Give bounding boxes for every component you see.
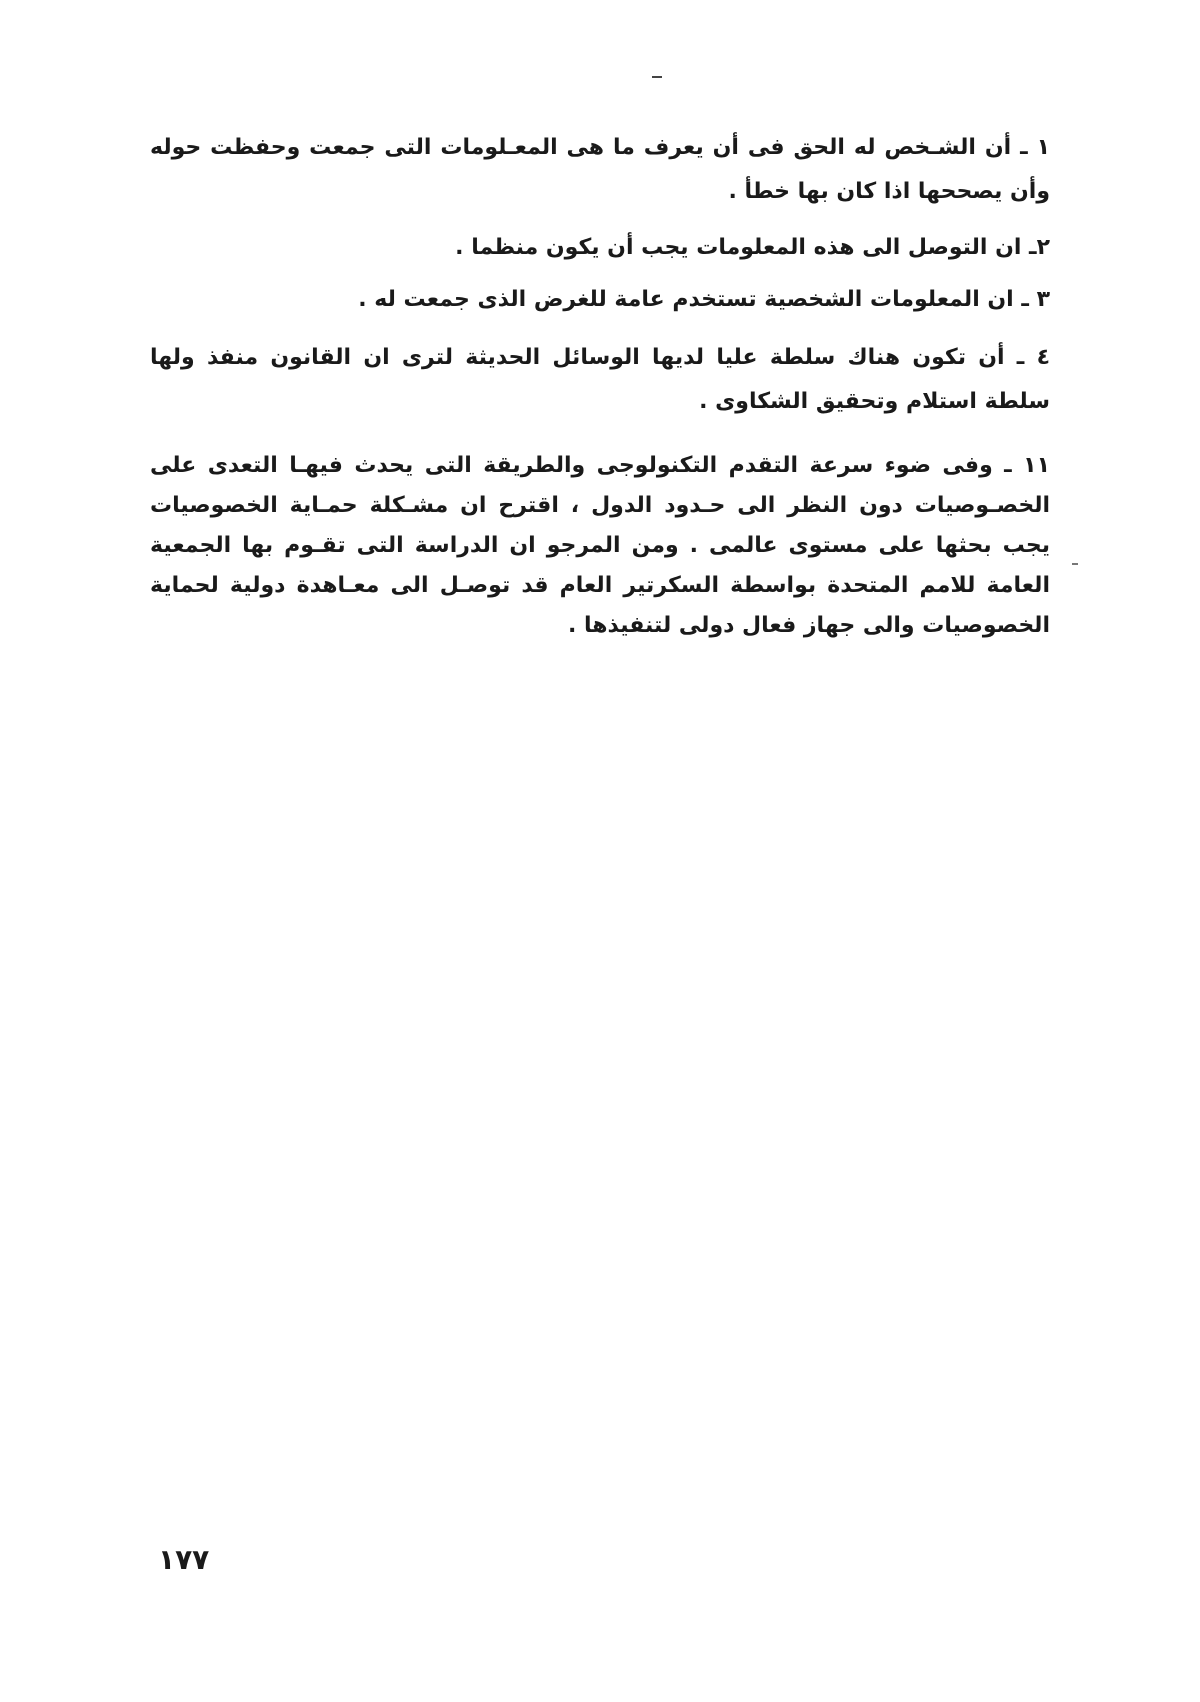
list-item-4: ٤ ـ أن تكون هناك سلطة عليا لديها الوسائل الحديثة لترى ان القانون منفذ ولها سلطة استلام وتحقيق الشكاوى . [150,345,1050,414]
list-item-3: ٣ ـ ان المعلومات الشخصية تستخدم عامة للغرض الذى جمعت له . [358,287,1050,312]
page-number: ١٧٧ [158,1543,210,1576]
list-item-2: ٢ـ ان التوصل الى هذه المعلومات يجب أن يكون منظما . [455,235,1050,260]
list-item-1: ١ ـ أن الشـخص له الحق فى أن يعرف ما هى المعـلومات التى جمعت وحفظت حوله وأن يصححها اذا كان بها خطأ . [150,135,1050,204]
top-mark [652,76,662,78]
paragraph-11: ١١ ـ وفى ضوء سرعة التقدم التكنولوجى والطريقة التى يحدث فيهـا التعدى على الخصـوصيات دون النظر الى حـدود الدول ، اقترح ان مشـكلة حمـاية الخصوصيات يجب بحثها على مستوى عالمى . ومن المرجو ان الدراسة التى تقـوم بها الجمعية العامة للامم المتحدة بواسطة السكرتير العام قد توصـل الى معـاهدة دولية لحماية الخصوصيات والى جهاز فعال دولى لتنفيذها . [150,453,1050,638]
margin-mark [1072,563,1078,565]
